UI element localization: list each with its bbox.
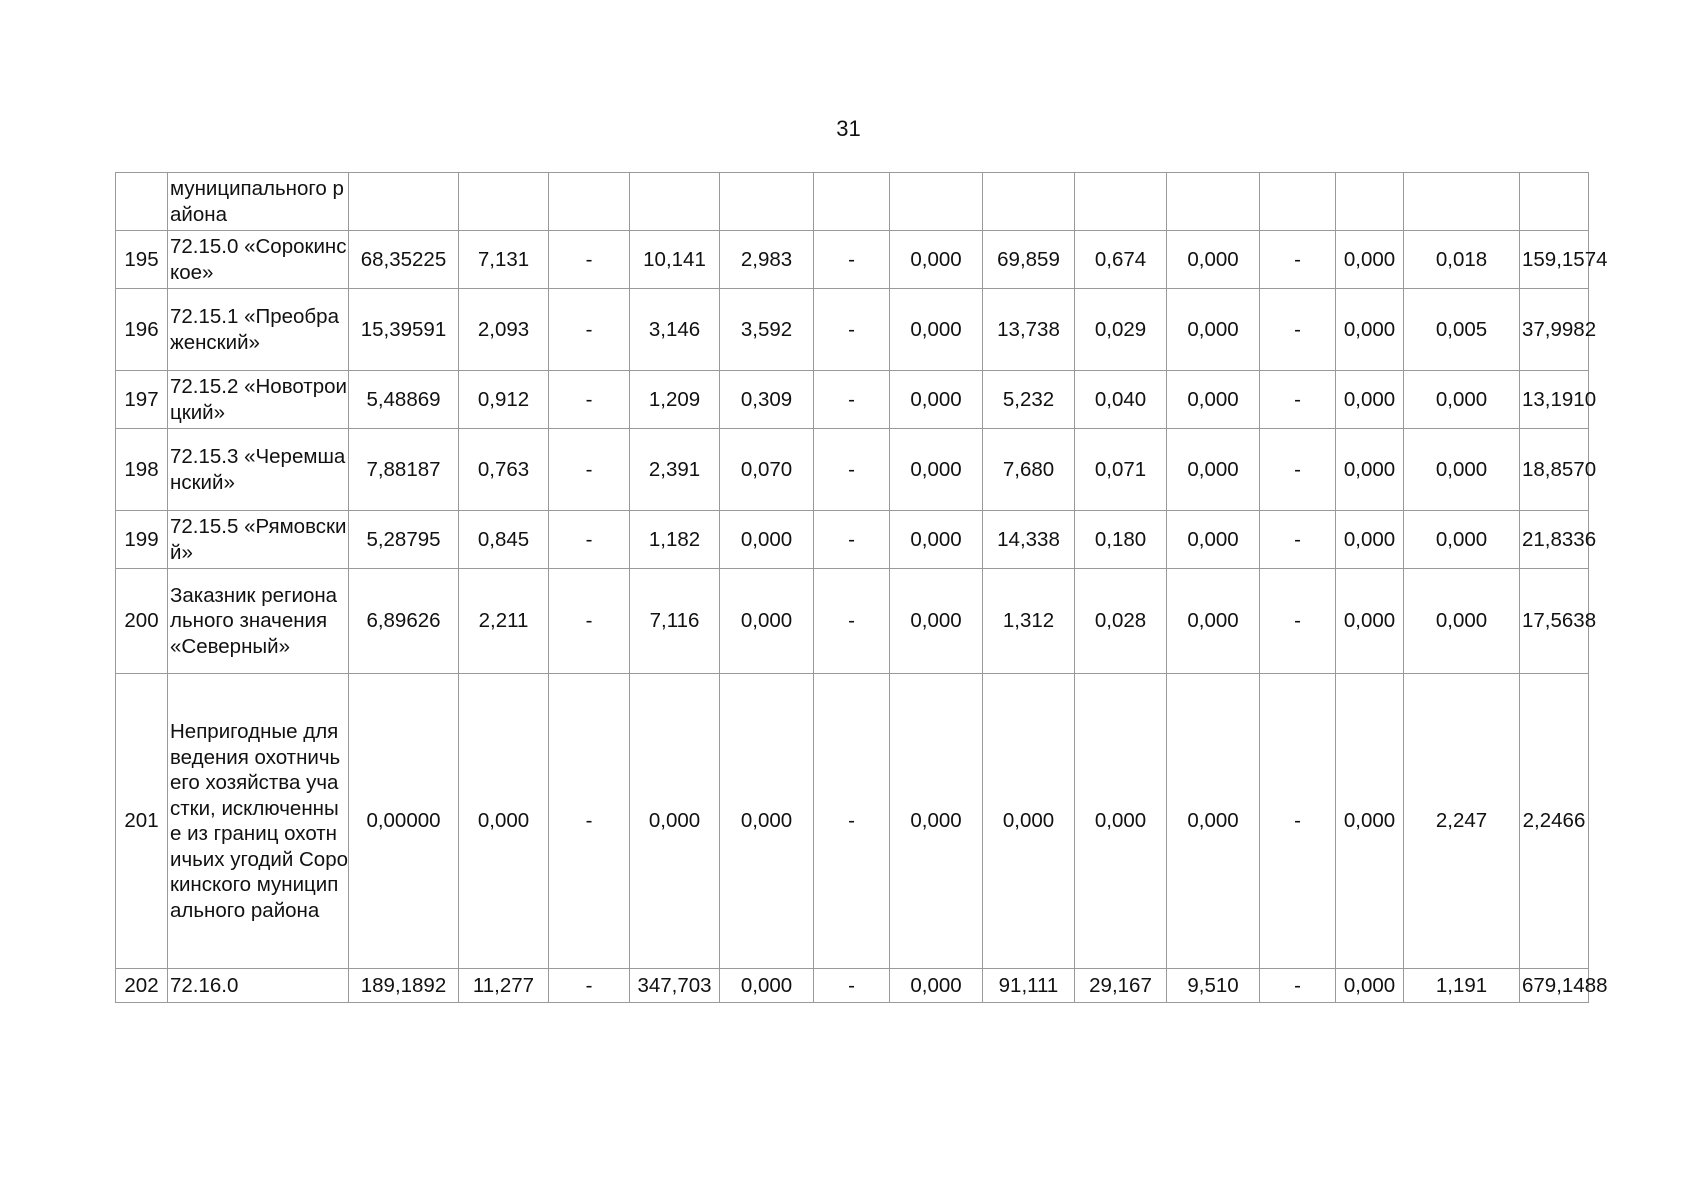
row-number-cell: 202	[116, 969, 168, 1003]
value-cell: -	[549, 371, 630, 429]
value-cell: 0,000	[1404, 371, 1520, 429]
value-cell: 5,28795	[349, 511, 459, 569]
value-cell	[890, 173, 983, 231]
value-cell: 15,39591	[349, 289, 459, 371]
row-name-cell: муниципального района	[168, 173, 349, 231]
value-cell: 0,000	[1404, 429, 1520, 511]
value-cell: 2,247	[1404, 674, 1520, 969]
value-cell: 0,912	[459, 371, 549, 429]
table-row	[116, 569, 1589, 674]
value-cell: 0,000	[1167, 231, 1260, 289]
value-cell	[1167, 173, 1260, 231]
value-cell: 6,89626	[349, 569, 459, 674]
value-cell: 0,000	[890, 231, 983, 289]
row-name-cell: Заказник регионального значения «Северный»	[168, 569, 349, 674]
value-cell: 0,000	[890, 569, 983, 674]
value-cell: -	[814, 289, 890, 371]
value-cell: 21,8336	[1520, 511, 1589, 569]
table-row	[116, 231, 1589, 289]
table-row	[116, 674, 1589, 969]
table-row	[116, 429, 1589, 511]
value-cell: 0,309	[720, 371, 814, 429]
value-cell: 0,029	[1075, 289, 1167, 371]
value-cell: 0,000	[890, 969, 983, 1003]
row-number-cell: 197	[116, 371, 168, 429]
value-cell	[814, 173, 890, 231]
value-cell: 0,000	[1167, 569, 1260, 674]
value-cell: 0,000	[1075, 674, 1167, 969]
value-cell: 3,592	[720, 289, 814, 371]
value-cell: 0,000	[459, 674, 549, 969]
value-cell: 2,391	[630, 429, 720, 511]
value-cell	[1404, 173, 1520, 231]
value-cell: -	[1260, 511, 1336, 569]
value-cell: -	[549, 231, 630, 289]
table-row	[116, 511, 1589, 569]
row-number-cell: 201	[116, 674, 168, 969]
page-number: 31	[836, 116, 861, 141]
value-cell: 2,983	[720, 231, 814, 289]
value-cell: 0,000	[1336, 289, 1404, 371]
value-cell: 0,000	[1336, 371, 1404, 429]
value-cell: 159,1574	[1520, 231, 1589, 289]
value-cell: 5,48869	[349, 371, 459, 429]
value-cell: 0,028	[1075, 569, 1167, 674]
value-cell: -	[1260, 289, 1336, 371]
value-cell: 7,131	[459, 231, 549, 289]
value-cell: 0,000	[1336, 511, 1404, 569]
value-cell	[349, 173, 459, 231]
value-cell: 2,2466	[1520, 674, 1589, 969]
value-cell: 0,000	[720, 511, 814, 569]
value-cell: -	[814, 674, 890, 969]
value-cell: -	[549, 969, 630, 1003]
value-cell	[720, 173, 814, 231]
value-cell: 0,000	[890, 289, 983, 371]
value-cell: -	[549, 569, 630, 674]
value-cell: 7,88187	[349, 429, 459, 511]
value-cell: -	[814, 429, 890, 511]
value-cell: 0,000	[1336, 674, 1404, 969]
value-cell: -	[814, 569, 890, 674]
value-cell: -	[1260, 969, 1336, 1003]
value-cell: 91,111	[983, 969, 1075, 1003]
value-cell	[1336, 173, 1404, 231]
value-cell: -	[549, 511, 630, 569]
value-cell: -	[1260, 429, 1336, 511]
value-cell: 0,000	[1404, 569, 1520, 674]
value-cell: 0,000	[1404, 511, 1520, 569]
value-cell: 0,763	[459, 429, 549, 511]
value-cell: -	[549, 674, 630, 969]
value-cell: 1,191	[1404, 969, 1520, 1003]
row-number-cell: 200	[116, 569, 168, 674]
value-cell: 0,000	[1336, 569, 1404, 674]
row-name-cell: 72.15.3 «Черемшанский»	[168, 429, 349, 511]
value-cell: 13,1910	[1520, 371, 1589, 429]
value-cell: 0,000	[1336, 231, 1404, 289]
row-number-cell: 196	[116, 289, 168, 371]
table-row	[116, 289, 1589, 371]
value-cell: -	[1260, 569, 1336, 674]
value-cell	[1520, 173, 1589, 231]
row-name-cell: 72.15.5 «Рямовский»	[168, 511, 349, 569]
value-cell	[983, 173, 1075, 231]
value-cell: 9,510	[1167, 969, 1260, 1003]
value-cell: 0,000	[1167, 674, 1260, 969]
value-cell: 1,312	[983, 569, 1075, 674]
value-cell: -	[549, 429, 630, 511]
value-cell: 17,5638	[1520, 569, 1589, 674]
value-cell: 0,000	[983, 674, 1075, 969]
data-table	[115, 172, 1608, 1003]
value-cell: -	[814, 969, 890, 1003]
table-row	[116, 969, 1589, 1003]
table-row	[116, 371, 1589, 429]
value-cell: 0,180	[1075, 511, 1167, 569]
value-cell: -	[1260, 231, 1336, 289]
value-cell: 37,9982	[1520, 289, 1589, 371]
row-name-cell: 72.15.0 «Сорокинское»	[168, 231, 349, 289]
value-cell: 0,000	[890, 511, 983, 569]
table-row	[116, 173, 1589, 231]
row-number-cell: 195	[116, 231, 168, 289]
value-cell: 0,845	[459, 511, 549, 569]
value-cell: 1,182	[630, 511, 720, 569]
value-cell: 0,070	[720, 429, 814, 511]
value-cell: 0,000	[890, 429, 983, 511]
value-cell: 0,000	[630, 674, 720, 969]
value-cell: -	[549, 289, 630, 371]
value-cell: 347,703	[630, 969, 720, 1003]
value-cell: -	[814, 511, 890, 569]
value-cell: 69,859	[983, 231, 1075, 289]
value-cell: -	[814, 231, 890, 289]
value-cell: 14,338	[983, 511, 1075, 569]
row-number-cell	[116, 173, 168, 231]
value-cell: 0,000	[1167, 429, 1260, 511]
value-cell: 3,146	[630, 289, 720, 371]
value-cell: 0,000	[1167, 289, 1260, 371]
value-cell: 0,000	[1336, 969, 1404, 1003]
row-name-cell: 72.15.1 «Преображенский»	[168, 289, 349, 371]
value-cell: 68,35225	[349, 231, 459, 289]
value-cell: 0,040	[1075, 371, 1167, 429]
value-cell: 189,1892	[349, 969, 459, 1003]
value-cell: 0,000	[720, 674, 814, 969]
value-cell: 18,8570	[1520, 429, 1589, 511]
value-cell: 0,071	[1075, 429, 1167, 511]
value-cell: 2,211	[459, 569, 549, 674]
value-cell: 10,141	[630, 231, 720, 289]
value-cell	[459, 173, 549, 231]
value-cell: 0,00000	[349, 674, 459, 969]
value-cell: 679,1488	[1520, 969, 1589, 1003]
value-cell	[1260, 173, 1336, 231]
value-cell: 7,116	[630, 569, 720, 674]
value-cell: 0,000	[1167, 511, 1260, 569]
value-cell: 0,000	[1167, 371, 1260, 429]
row-number-cell: 199	[116, 511, 168, 569]
value-cell: 0,018	[1404, 231, 1520, 289]
value-cell: 7,680	[983, 429, 1075, 511]
value-cell: -	[1260, 674, 1336, 969]
value-cell: 0,000	[720, 569, 814, 674]
value-cell: 0,674	[1075, 231, 1167, 289]
row-name-cell: 72.16.0	[168, 969, 349, 1003]
value-cell: 5,232	[983, 371, 1075, 429]
value-cell: 0,000	[890, 371, 983, 429]
table-body	[116, 173, 1608, 1003]
value-cell	[549, 173, 630, 231]
value-cell: 13,738	[983, 289, 1075, 371]
value-cell: 11,277	[459, 969, 549, 1003]
value-cell: 2,093	[459, 289, 549, 371]
value-cell: 0,000	[1336, 429, 1404, 511]
value-cell: 0,000	[890, 674, 983, 969]
value-cell: -	[814, 371, 890, 429]
value-cell: 0,000	[720, 969, 814, 1003]
value-cell: 29,167	[1075, 969, 1167, 1003]
value-cell	[630, 173, 720, 231]
value-cell: -	[1260, 371, 1336, 429]
row-number-cell: 198	[116, 429, 168, 511]
row-name-cell: 72.15.2 «Новотроицкий»	[168, 371, 349, 429]
row-name-cell: Непригодные для ведения охотничьего хозяйства участки, исключенные из границ охотничьих угодий Сорокинского муниципального района	[168, 674, 349, 969]
value-cell: 0,005	[1404, 289, 1520, 371]
value-cell: 1,209	[630, 371, 720, 429]
value-cell	[1075, 173, 1167, 231]
